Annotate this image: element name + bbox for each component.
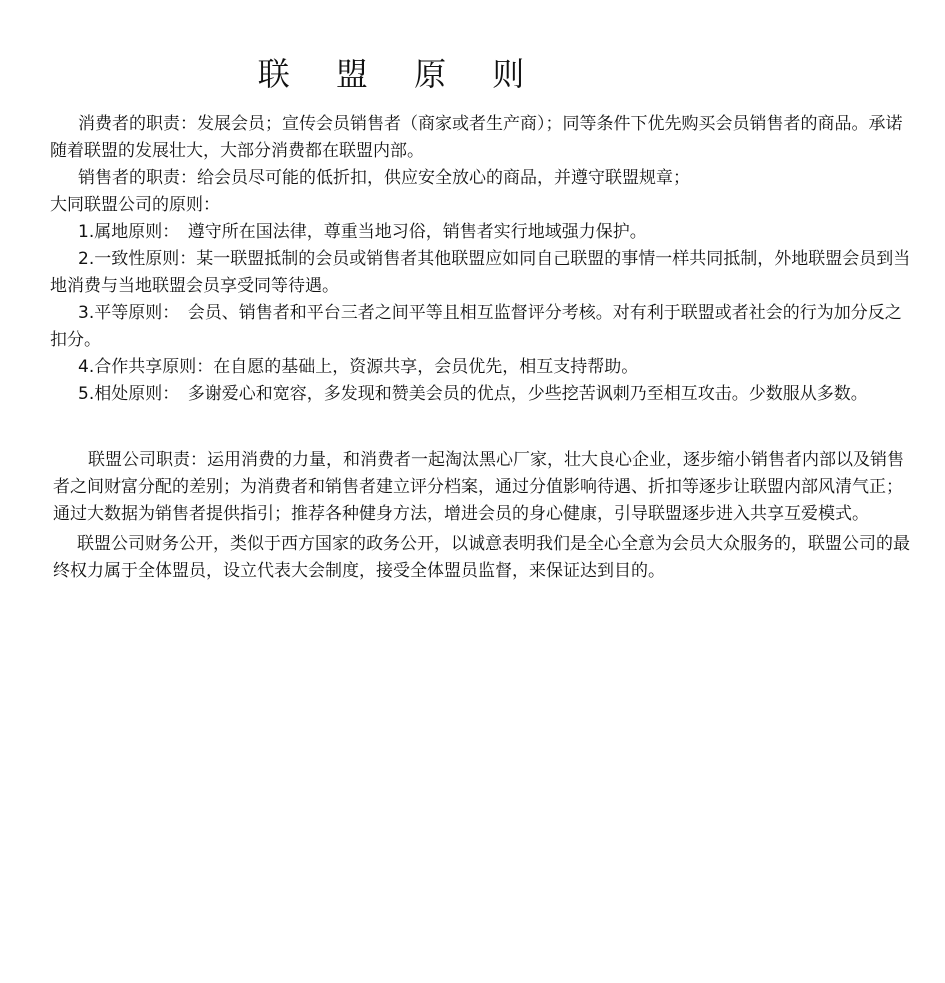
principle-item: 1.属地原则： 遵守所在国法律，尊重当地习俗，销售者实行地域强力保护。 [78, 222, 647, 242]
principle-item: 2.一致性原则：某一联盟抵制的会员或销售者其他联盟应如同自己联盟的事情一样共同抵制，外地联盟会员到当地消费与当地联盟会员享受同等待遇。 [50, 249, 911, 296]
principle-item: 5.相处原则： 多谢爱心和宽容，多发现和赞美会员的优点，少些挖苦讽刺乃至相互攻击。少数服从多数。 [78, 384, 868, 404]
principle-item: 3.平等原则： 会员、销售者和平台三者之间平等且相互监督评分考核。对有利于联盟或者社会的行为加分反之扣分。 [50, 303, 902, 350]
consumer-duty-paragraph: 消费者的职责：发展会员；宣传会员销售者（商家或者生产商）；同等条件下优先购买会员销售者的商品。承诺随着联盟的发展壮大，大部分消费都在联盟内部。 [50, 114, 903, 161]
principles-section [50, 111, 912, 408]
principle-item: 4.合作共享原则：在自愿的基础上，资源共享，会员优先，相互支持帮助。 [78, 357, 639, 377]
company-section [53, 447, 915, 585]
company-finance-paragraph: 联盟公司财务公开，类似于西方国家的政务公开，以诚意表明我们是全心全意为会员大众服务的，联盟公司的最终权力属于全体盟员，设立代表大会制度，接受全体盟员监督，来保证达到目的。 [53, 534, 910, 581]
document-title: 联 盟 原 则 [257, 55, 543, 94]
seller-duty-paragraph: 销售者的职责：给会员尽可能的低折扣，供应安全放心的商品，并遵守联盟规章； [78, 168, 690, 188]
company-duty-paragraph: 联盟公司职责：运用消费的力量，和消费者一起淘汰黑心厂家，壮大良心企业，逐步缩小销售者内部以及销售者之间财富分配的差别；为消费者和销售者建立评分档案，通过分值影响待遇、折扣等逐步让联盟内部风清气正；通过大数据为销售者提供指引；推荐各种健身方法，增进会员的身心健康，引导联盟逐步进入共享互爱模式。 [53, 450, 904, 524]
company-principles-heading: 大同联盟公司的原则： [50, 195, 220, 215]
